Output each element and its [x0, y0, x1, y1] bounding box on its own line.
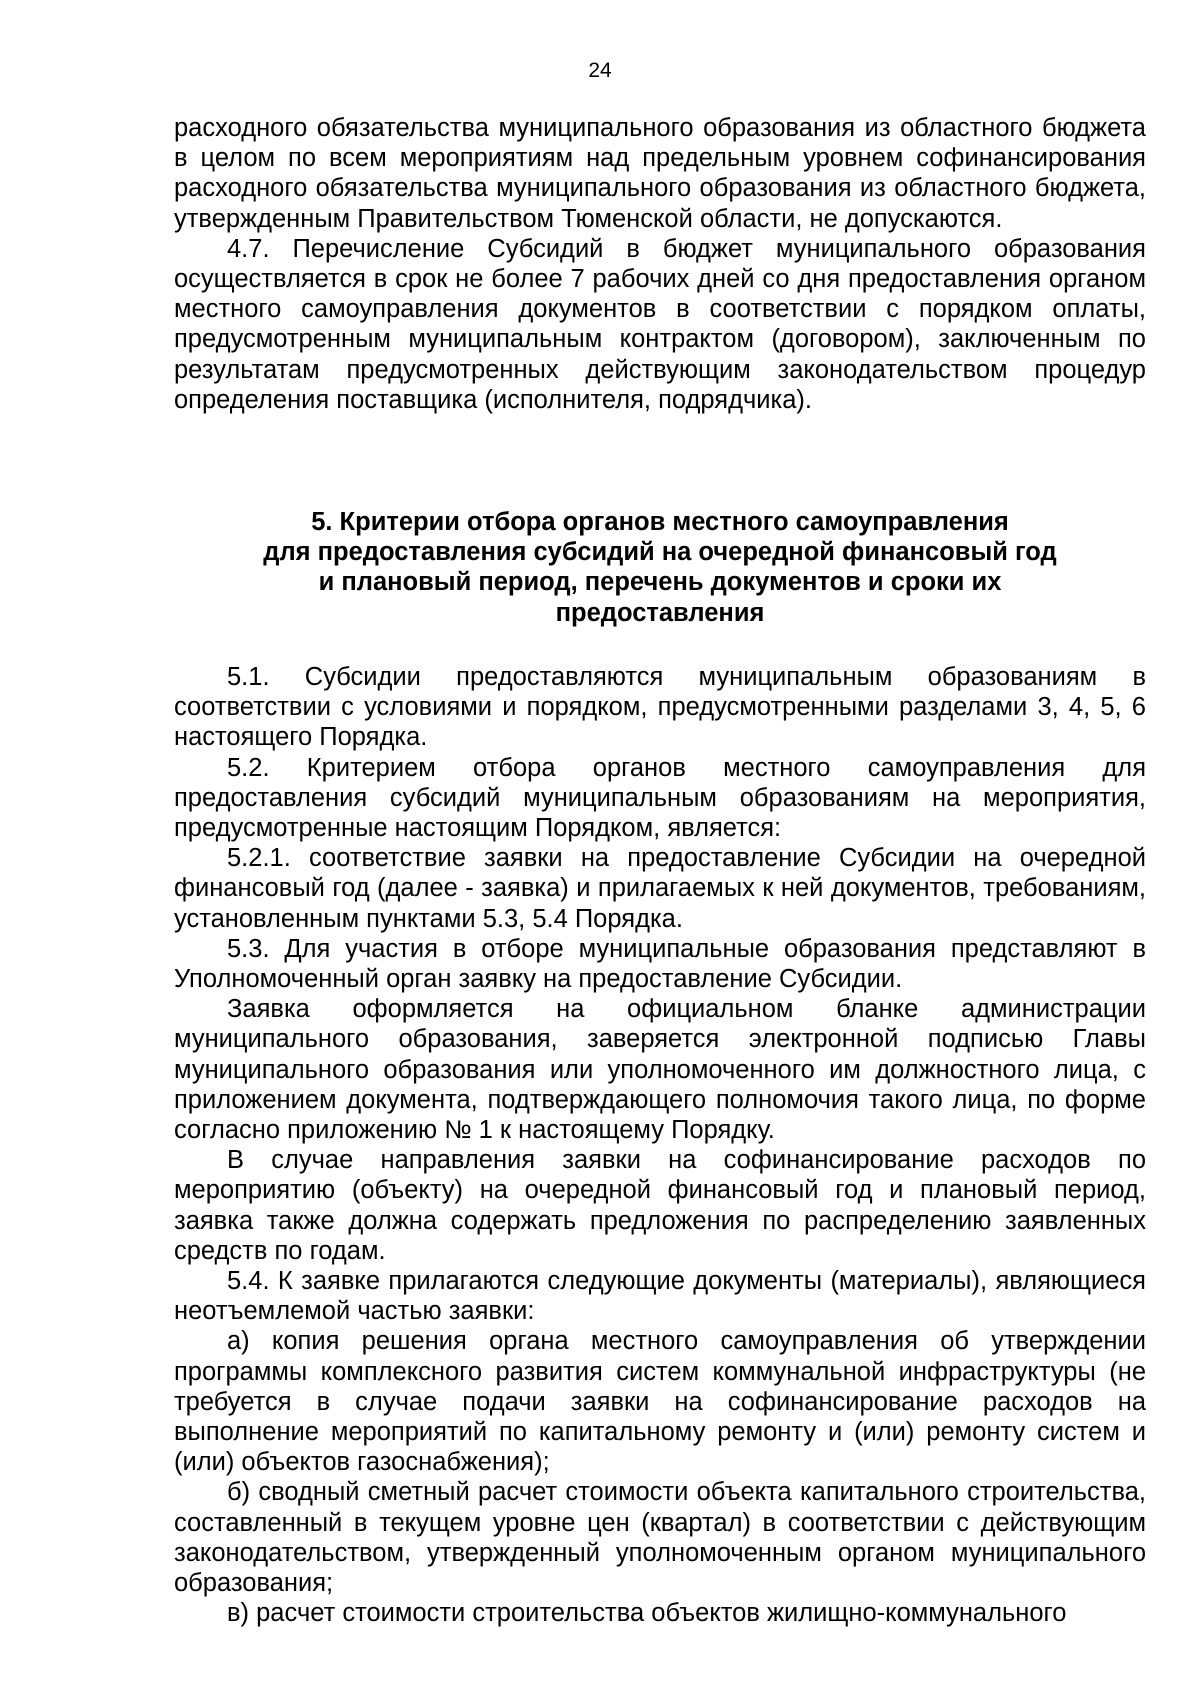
- paragraph-5-1: 5.1. Субсидии предоставляются муниципальным образованиям в соответствии с условиями и порядком, предусмотренными разделами 3, 4, 5, 6 настоящего Порядка.: [174, 663, 1146, 752]
- paragraph-5-3: 5.3. Для участия в отборе муниципальные образования представляют в Уполномоченный орган заявку на предоставление Субсидии.: [174, 934, 1146, 994]
- paragraph-5-2-1: 5.2.1. соответствие заявки на предоставление Субсидии на очередной финансовый год (далее - заявка) и прилагаемых к ней документов, требованиям, установленным пунктами 5.3, 5.4 Порядка.: [174, 844, 1146, 933]
- paragraph-continuation: расходного обязательства муниципального образования из областного бюджета в целом по всем мероприятиям над предельным уровнем софинансирования расходного обязательства муниципального образования из областного бюджета, утвержденным Правительством Тюменской области, не допускаются.: [174, 114, 1146, 233]
- section-5-body: [174, 662, 1146, 1629]
- heading-line-3: и плановый период, перечень документов и сроки их: [318, 568, 1002, 597]
- paragraph-5-2: 5.2. Критерием отбора органов местного самоуправления для предоставления субсидий муниципальным образованиям на мероприятия, предусмотренные настоящим Порядком, является:: [174, 753, 1146, 843]
- paragraph-cofinancing: В случае направления заявки на софинансирование расходов по мероприятию (объекту) на очередной финансовый год и плановый период, заявка также должна содержать предложения по распределению заявленных средств по годам.: [174, 1146, 1146, 1265]
- heading-line-2: для предоставления субсидий на очередной финансовый год: [263, 538, 1057, 567]
- list-item-b: б) сводный сметный расчет стоимости объекта капитального строительства, составленный в текущем уровне цен (квартал) в соответствии с действующим законодательством, утвержденный уполномоченным органом муниципального образования;: [174, 1478, 1146, 1598]
- paragraph-application-form: Заявка оформляется на официальном бланке администрации муниципального образования, заверяется электронной подписью Главы муниципального образования или уполномоченного им должностного лица, с приложением документа, подтверждающего полномочия такого лица, по форме согласно приложению № 1 к настоящему Порядку.: [174, 995, 1146, 1145]
- top-text-block: [174, 113, 1146, 415]
- paragraph-4-7: 4.7. Перечисление Субсидий в бюджет муниципального образования осуществляется в срок не более 7 рабочих дней со дня предоставления органом местного самоуправления документов в соответствии с порядком оплаты, предусмотренным муниципальным контрактом (договором), заключенным по результатам предусмотренных действующим законодательством процедур определения поставщика (исполнителя, подрядчика).: [174, 234, 1146, 414]
- section-5-heading: [174, 507, 1146, 628]
- list-item-a: а) копия решения органа местного самоуправления об утверждении программы комплексного развития систем коммунальной инфраструктуры (не требуется в случае подачи заявки на софинансирование расходов на выполнение мероприятий по капитальному ремонту и (или) ремонту систем и (или) объектов газоснабжения);: [174, 1327, 1146, 1477]
- heading-line-4: предоставления: [555, 598, 765, 627]
- paragraph-5-4: 5.4. К заявке прилагаются следующие документы (материалы), являющиеся неотъемлемой частью заявки:: [174, 1267, 1146, 1326]
- list-item-v: в) расчет стоимости строительства объектов жилищно-коммунального: [227, 1599, 1067, 1628]
- heading-line-1: 5. Критерии отбора органов местного самоуправления: [311, 508, 1009, 536]
- page-number: 24: [588, 59, 612, 82]
